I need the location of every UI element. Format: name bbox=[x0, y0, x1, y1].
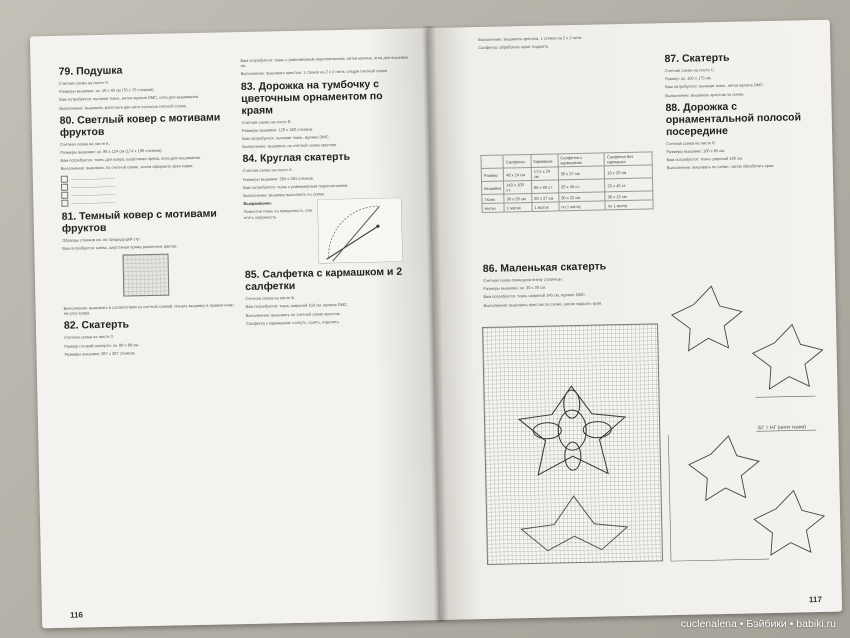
section-text: Выполнение: вышивать по счетной схеме крестом. bbox=[242, 142, 338, 150]
table-cell: по 1 мотку bbox=[559, 201, 606, 211]
cutting-instructions bbox=[243, 198, 414, 266]
section-text: Счетная схема на листе А. bbox=[242, 167, 293, 174]
section-87 bbox=[664, 50, 815, 98]
section-heading: 88. Дорожка с орнаментальной полосой посередине bbox=[665, 100, 802, 138]
table-cell: по 1 мотку bbox=[605, 200, 653, 210]
section-text: Вам потребуется: льняная ткань, нитки мулине DMC, игла для вышивания. bbox=[59, 94, 200, 103]
size-table bbox=[480, 151, 653, 213]
section-text: Размеры вышивки: ок. 96 х 124 см (174 х 190 стежков). bbox=[60, 147, 163, 155]
section-text: Размеры вышивки: ок. 40 х 40 см (70 х 70 стежков). bbox=[58, 87, 155, 95]
section-85 bbox=[245, 266, 416, 326]
section-text: Салфетка: обработать края, подшить. bbox=[478, 43, 550, 51]
left-page-column-2 bbox=[240, 54, 416, 329]
right-page-column-1-text bbox=[478, 34, 646, 54]
legend-symbol bbox=[61, 191, 68, 198]
cross-stitch-chart bbox=[482, 323, 663, 565]
section-text: Размеры вышивки: 128 х 180 стежков. bbox=[241, 126, 314, 133]
table-cell: 1 моток bbox=[532, 202, 559, 212]
section-text: Выполнение: вышивку выполнять по схеме. bbox=[243, 191, 326, 199]
table-cell: Нитки bbox=[482, 203, 504, 212]
section-79 bbox=[59, 62, 230, 110]
section-text: Счетная схема на листе Б. bbox=[245, 295, 296, 302]
section-82-continued bbox=[240, 54, 410, 76]
section-text: Счетная схема на листе С. bbox=[664, 67, 715, 74]
star-layout-diagram bbox=[663, 282, 833, 567]
section-text: Поместив ткань на поверхность, отметить окружность. bbox=[243, 208, 313, 220]
section-text: Образцы стежков см. на предыдущей стр. bbox=[62, 235, 141, 243]
stitch-legend bbox=[61, 172, 232, 207]
section-text: Размеры вышивки: ок. 30 х 30 см. bbox=[483, 284, 547, 292]
diagram-label: БГ = НГ (нити ткани) bbox=[758, 424, 806, 432]
section-text: Счетная схема на листе Е. bbox=[666, 139, 717, 146]
section-text: Вам потребуется: льняная ткань, мулине DMC. bbox=[242, 134, 330, 142]
left-page bbox=[30, 28, 440, 628]
section-heading: 86. Маленькая скатерть bbox=[482, 260, 607, 276]
section-82 bbox=[64, 317, 235, 357]
table-cell: 30 х 22 см bbox=[605, 191, 653, 201]
legend-symbol bbox=[61, 199, 68, 206]
section-heading: 81. Темный ковер с мотивами фруктов bbox=[61, 207, 217, 235]
section-text: Вам потребуется: ткань с равномерным переплетением. bbox=[243, 182, 349, 190]
table-cell: 30 х 27 см bbox=[532, 193, 559, 203]
stitch-sample-grid bbox=[122, 254, 169, 297]
circle-marking-illustration bbox=[317, 198, 402, 264]
table-cell: 20 х 40 ст. bbox=[605, 178, 653, 192]
section-text: Вам потребуется: льняная ткань, нитки мулине DMC. bbox=[665, 82, 765, 90]
section-84 bbox=[242, 150, 414, 265]
section-text: Счетная схема на листе Л. bbox=[64, 334, 115, 341]
legend-text: ——————————— bbox=[71, 199, 116, 206]
section-text: Выкраивание: bbox=[243, 200, 272, 207]
section-text: Вам потребуется: ткань шириной 140 см, мулине DMC. bbox=[483, 292, 586, 300]
chart-motif bbox=[483, 324, 662, 564]
section-heading: 87. Скатерть bbox=[664, 51, 730, 66]
section-heading: 84. Круглая скатерть bbox=[242, 151, 351, 166]
legend-symbol bbox=[61, 175, 68, 182]
legend-text: ——————————— bbox=[70, 183, 116, 190]
section-text: Размеры вышивки: 100 х 65 см. bbox=[666, 147, 726, 155]
section-text: Выполнение: вышивать крестом, 1 стежок на 2 х 2 нити. bbox=[477, 34, 583, 43]
section-heading: 83. Дорожка на тумбочку с цветочным орнаментом по краям bbox=[240, 77, 383, 117]
table-header-cell bbox=[481, 155, 503, 168]
section-text: Выполнение: вышивать крестом по схеме. bbox=[665, 91, 745, 98]
legend-text: ——————————— bbox=[70, 175, 115, 182]
right-page-number: 117 bbox=[808, 594, 822, 605]
table-cell: 66 х 60 ст. bbox=[531, 180, 558, 194]
section-text: Счетная схема на листе К. bbox=[60, 140, 110, 147]
section-86 bbox=[483, 255, 660, 310]
section-text: Вам потребуется: ткань шириной 150 см, мулине DMC. bbox=[245, 302, 349, 310]
section-text: Счетная схема помещена внизу страницы. bbox=[483, 276, 563, 284]
section-text: Счетная схема на листе Л. bbox=[58, 79, 109, 86]
section-text: Выполнение: вышивать по счетной схеме, затем оформить края ковра. bbox=[60, 163, 194, 172]
table-cell: Размер bbox=[481, 168, 503, 181]
table-header-cell: Салфетка без кармашка bbox=[604, 152, 652, 166]
table-cell: 30 х 27 см bbox=[558, 166, 605, 180]
left-page-column-1 bbox=[58, 58, 234, 360]
section-text: Размеры вышивки: 287 х 287 стежков. bbox=[64, 350, 136, 357]
cutting-text bbox=[243, 200, 314, 265]
section-text: Выполнение: вышивать крестом по схеме, затем подшить края. bbox=[483, 300, 603, 308]
section-text: Размер готовой скатерти: ок. 88 х 88 см. bbox=[64, 341, 140, 349]
section-heading: 79. Подушка bbox=[58, 64, 123, 78]
section-text: Выполнение: вышивать по счетной схеме крестом. bbox=[245, 310, 341, 318]
table-cell: 30 х 22 см bbox=[559, 192, 606, 202]
section-81 bbox=[62, 207, 234, 316]
table-cell: Вышивка bbox=[482, 181, 504, 194]
section-text: Вам потребуется: канва, шерстяная пряжа различных цветов. bbox=[62, 243, 178, 251]
section-text: Выполнение: вышивать по схеме, затем обработать края. bbox=[666, 163, 775, 171]
legend-text: ——————————— bbox=[71, 191, 116, 198]
section-text: Выполнение: вышивать крестом в две нити согласно счетной схеме. bbox=[59, 102, 188, 111]
section-80 bbox=[60, 111, 232, 206]
left-page-number: 116 bbox=[69, 610, 84, 620]
section-text: Вам потребуется: ткань шириной 140 см. bbox=[666, 155, 744, 163]
section-text: Вам потребуется: ткань с равномерным переплетением, нитки мулине, игла для вышивания. bbox=[240, 54, 409, 69]
section-text: Размер: ок. 150 х 175 см. bbox=[664, 75, 712, 82]
table-cell: 30 х 28 см bbox=[504, 193, 532, 203]
section-text: Вам потребуется: ткань для ковра, шерстяная пряжа, игла для вышивания. bbox=[60, 155, 202, 164]
right-page-column-2 bbox=[664, 46, 817, 174]
table-cell: 20 х 40 ст. bbox=[558, 179, 605, 193]
table-cell: 48 х 24 см bbox=[503, 167, 531, 181]
legend-symbol bbox=[61, 183, 68, 190]
section-text: Размеры вышивки: 284 х 284 стежков. bbox=[242, 175, 315, 182]
table-cell: 18 х 20 см bbox=[605, 165, 653, 179]
table-cell: 1 моток bbox=[504, 202, 532, 212]
table-cell: 17,5 х 24 см bbox=[531, 167, 558, 181]
table-header-cell: Салфетка с кармашком bbox=[558, 153, 605, 167]
section-83 bbox=[241, 77, 412, 149]
open-magazine bbox=[30, 20, 842, 629]
right-page bbox=[428, 20, 842, 620]
watermark-text: cuclenalena • Бэйбики • babiki.ru bbox=[680, 618, 836, 630]
section-heading: 85. Салфетка с кармашком и 2 салфетки bbox=[244, 265, 403, 294]
section-heading: 82. Скатерть bbox=[63, 318, 130, 333]
section-text: Выполнение: вышивать крестом, 1 стежок на 2 х 2 нити, следуя счетной схеме. bbox=[240, 68, 389, 77]
table-header-cell: Салфетка bbox=[503, 154, 531, 168]
table-cell: 143 х 100 ст. bbox=[504, 180, 532, 194]
section-text: Выполнение: вышивать в соответствии со счетной схемой. Начать вышивку в правом нижнем углу ковра. bbox=[63, 302, 234, 317]
table-header-cell: Кармашек bbox=[531, 154, 558, 168]
stitch-samples bbox=[62, 250, 233, 306]
section-text: Счетная схема на листе Е. bbox=[241, 118, 292, 125]
table-cell: Ткань bbox=[482, 194, 504, 203]
section-text: Салфетка с кармашком: согнуть, сшить, отделать. bbox=[245, 318, 340, 326]
section-heading: 80. Светлый ковер с мотивами фруктов bbox=[59, 111, 221, 139]
section-88 bbox=[665, 99, 816, 171]
